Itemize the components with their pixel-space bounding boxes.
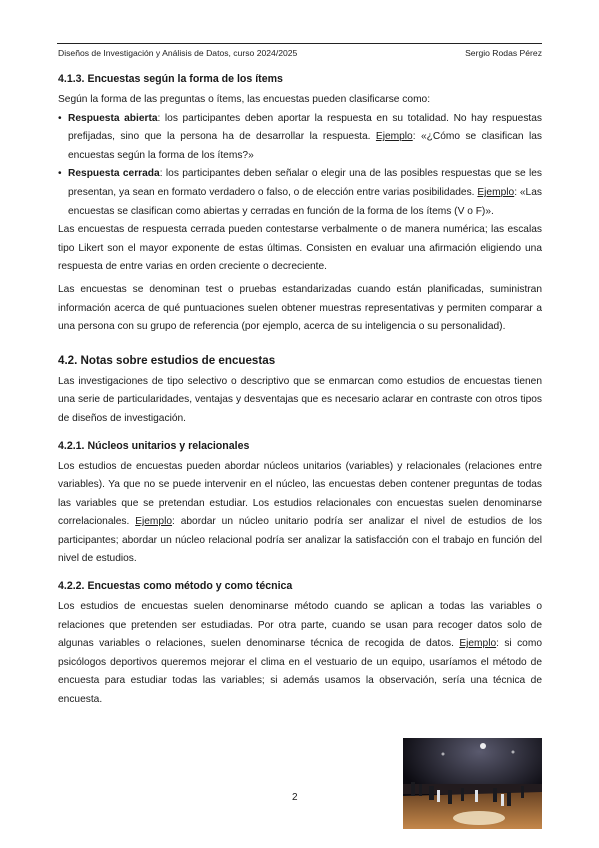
section-4-2-1-paragraph [58, 458, 542, 570]
section-4-2-2-example: : si como psicólogos deportivos queremos mejorar el clima en el vestuario de un equipo, usaríamos el método de encuesta para estudiar todas las variables; si además usamos la observación, sería una técnica de encuesta. [58, 638, 542, 706]
open-response-text: : los participantes deben aportar la respuesta en su totalidad. No hay respuestas prefijadas, sino que la persona ha de desarrollar la respuesta. [68, 112, 543, 143]
term-open-response: Respuesta abierta [68, 112, 158, 124]
header-course: Diseños de Investigación y Análisis de Datos, curso 2024/2025 [58, 48, 298, 58]
page-header [58, 48, 542, 58]
header-rule [57, 43, 542, 44]
example-label: Ejemplo [459, 638, 497, 650]
section-4-2-1-heading: 4.2.1. Núcleos unitarios y relacionales [58, 439, 250, 452]
closed-response-example: : «Las encuestas se clasifican como abiertas y cerradas en función de la forma de los ítems (V o F)». [68, 186, 542, 217]
section-4-2-1-example: : abordar un núcleo unitario podría ser analizar el nivel de estudios de los participantes; abordar un núcleo relacional podría ser analizar la satisfacción con el trabajo en función del nivel de estudios. [58, 516, 542, 565]
basketball-arena-illustration [403, 738, 542, 829]
example-label: Ejemplo [135, 516, 173, 528]
closed-response-text: : los participantes deben señalar o elegir una de las posibles respuestas que se les presentan, ya sean en formato verdadero o falso, o de elección entre varias posibilidades. [68, 168, 542, 198]
example-label: Ejemplo [375, 131, 413, 143]
section-4-2-2-paragraph [58, 598, 542, 710]
open-response-example: : «¿Cómo se clasifican las encuestas según la forma de los ítems?» [68, 131, 542, 161]
standardized-tests-paragraph: Las encuestas se denominan test o pruebas estandarizadas cuando están planificadas, suministran información acerca de qué puntuaciones suelen obtener muestras representativas y permiten comparar a una persona con su grupo de referencia (por ejemplo, acerca de su inteligencia o su personalidad). [58, 283, 542, 333]
example-label: Ejemplo [477, 186, 515, 198]
item-types-list [58, 110, 542, 222]
section-4-1-3-intro: Según la forma de las preguntas o ítems, las encuestas pueden clasificarse como: [58, 94, 431, 105]
bullet-icon: • [58, 168, 62, 180]
list-item-open-response [58, 110, 542, 166]
section-4-2-2-text: Los estudios de encuestas suelen denominarse método cuando se aplican a todas las variables o relaciones que pretenden ser estudiadas. Por otra parte, cuando se usan para recoger datos solo de algunas variables o relaciones, suelen denominarse técnica de recogida de datos. [58, 601, 542, 650]
section-4-2-2-heading: 4.2.2. Encuestas como método y como técnica [58, 580, 293, 593]
basketball-arena-photo [403, 738, 542, 829]
bullet-icon: • [58, 112, 62, 124]
term-closed-response: Respuesta cerrada [68, 168, 160, 180]
closed-response-paragraph: Las encuestas de respuesta cerrada pueden contestarse verbalmente o de manera numérica; las escalas tipo Likert son el mayor exponente de estas últimas. Consisten en evaluar una afirmación eligiendo una respuesta de entre varias en orden creciente o decreciente. [58, 224, 542, 273]
header-author: Sergio Rodas Pérez [465, 48, 542, 58]
section-4-1-3-heading: 4.1.3. Encuestas según la forma de los ítems [58, 73, 283, 85]
section-4-2-heading: 4.2. Notas sobre estudios de encuestas [58, 353, 276, 367]
section-4-2-1-text: Los estudios de encuestas pueden abordar núcleos unitarios (variables) y relacionales (relaciones entre variables). Ya que no se puede intervenir en el núcleo, las encuestas deben contener preguntas de todas las variables que se pretendan estudiar. Los estudios relacionales con encuestas suelen denominarse correlacionales. [58, 460, 542, 528]
page-content [58, 72, 542, 710]
section-4-2-paragraph: Las investigaciones de tipo selectivo o descriptivo que se enmarcan como estudios de encuestas tienen una serie de particularidades, ventajas y desventajas que es necesario aclarar en contraste con otros tipos de diseños de investigación. [58, 375, 542, 424]
list-item-closed-response [58, 165, 542, 221]
page-number: 2 [292, 792, 298, 803]
